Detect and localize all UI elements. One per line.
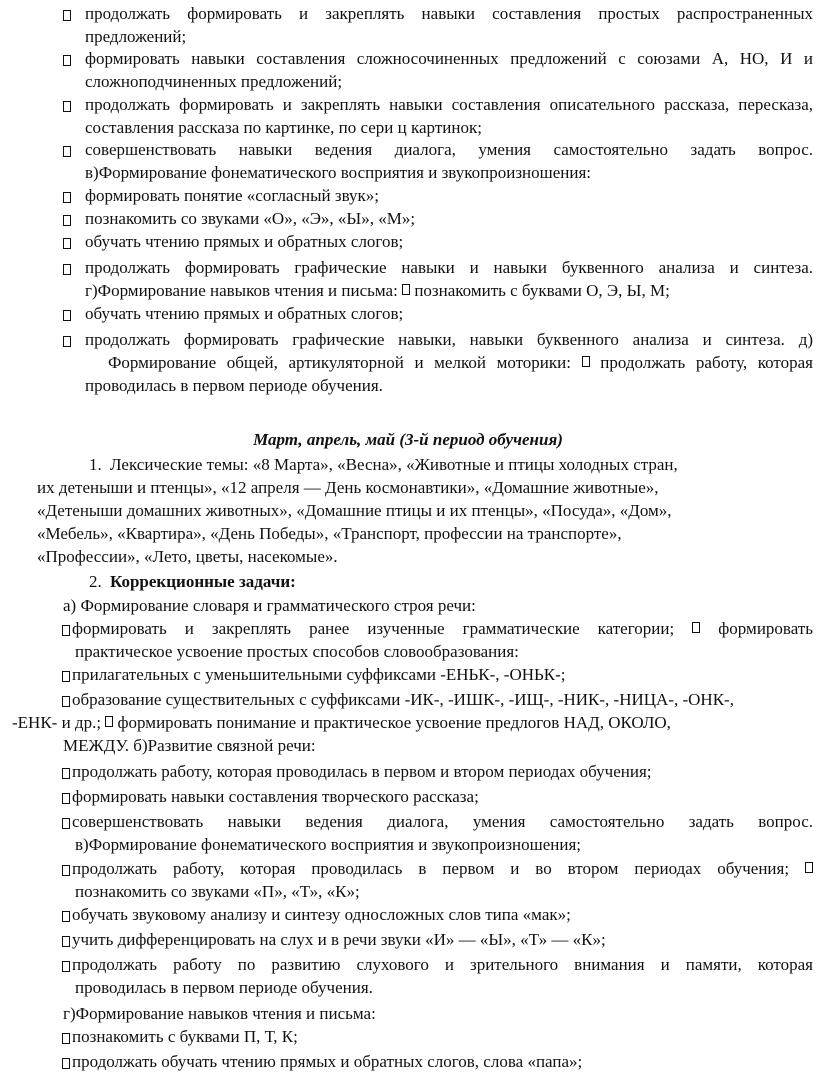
bullet-box-icon: [63, 238, 71, 249]
text-line: совершенствовать навыки ведения диалога, умения самостоятельно задать вопрос.: [85, 140, 813, 159]
text-line: «Профессии», «Лето, цветы, насекомые».: [37, 547, 338, 566]
text-line: в)Формирование фонематического восприятия и звукопроизношения;: [75, 835, 582, 854]
bullet-box-icon: [63, 310, 71, 321]
text-line: предложений;: [85, 27, 187, 46]
text-line: продолжать формировать графические навыки, навыки буквенного анализа и синтеза. д): [85, 330, 813, 349]
text-line: формировать навыки составления сложносочиненных предложений с союзами А, НО, И и: [85, 49, 813, 68]
bullet-box-icon: [63, 215, 71, 226]
text-segment: формировать и закреплять ранее изученные грамматические категории;: [72, 619, 675, 638]
text-segment: формировать понимание и практическое усвоение предлогов НАД, ОКОЛО,: [117, 713, 671, 732]
text-line: продолжать формировать графические навыки и навыки буквенного анализа и синтеза.: [85, 258, 813, 277]
text-segment: г)Формирование навыков чтения и письма:: [85, 281, 398, 300]
bullet-box-icon: [692, 622, 700, 633]
text-line: продолжать формировать и закреплять навыки составления простых распространенных: [85, 4, 813, 23]
text-line: Лексические темы: «8 Марта», «Весна», «Животные и птицы холодных стран,: [110, 455, 678, 474]
text-line: прилагательных с уменьшительными суффиксами -ЕНЬК-, -ОНЬК-;: [72, 665, 566, 684]
bullet-box-icon: [63, 10, 71, 21]
text-line: обучать чтению прямых и обратных слогов;: [85, 232, 404, 251]
bullet-box-icon: [62, 768, 70, 779]
text-line: сложноподчиненных предложений;: [85, 72, 343, 91]
text-line: проводилась в первом периоде обучения.: [75, 978, 373, 997]
bullet-box-icon: [63, 264, 71, 275]
text-segment: Формирование общей, артикуляторной и мелкой моторики:: [108, 353, 571, 372]
text-line: «Детеныши домашних животных», «Домашние птицы и их птенцы», «Посуда», «Дом»,: [37, 501, 672, 520]
text-line: продолжать обучать чтению прямых и обратных слогов, слова «папа»;: [72, 1052, 583, 1071]
subheading: г)Формирование навыков чтения и письма:: [63, 1004, 376, 1023]
bullet-box-icon: [805, 862, 813, 873]
text-line: [72, 617, 813, 640]
text-line: [12, 711, 671, 734]
list-number: 2.: [89, 572, 102, 591]
text-line: «Мебель», «Квартира», «День Победы», «Транспорт, профессии на транспорте»,: [37, 524, 622, 543]
text-line: продолжать формировать и закреплять навыки составления описательного рассказа, пересказа,: [85, 95, 813, 114]
text-line: формировать навыки составления творческого рассказа;: [72, 787, 479, 806]
bullet-box-icon: [63, 336, 71, 347]
text-line: обучать звуковому анализу и синтезу односложных слов типа «мак»;: [72, 905, 571, 924]
section-title: Март, апрель, май (3-й период обучения): [253, 430, 563, 449]
bullet-box-icon: [63, 101, 71, 112]
bullet-box-icon: [62, 911, 70, 922]
bullet-box-icon: [62, 625, 70, 636]
bullet-box-icon: [402, 284, 410, 295]
text-line: формировать понятие «согласный звук»;: [85, 186, 380, 205]
bullet-box-icon: [62, 696, 70, 707]
text-line: познакомить со звуками «П», «Т», «К»;: [75, 882, 360, 901]
text-line: практическое усвоение простых способов словообразования:: [75, 642, 519, 661]
text-line: проводилась в первом периоде обучения.: [85, 376, 383, 395]
bullet-box-icon: [63, 192, 71, 203]
bullet-box-icon: [105, 716, 113, 727]
text-line: познакомить с буквами П, Т, К;: [72, 1027, 298, 1046]
text-segment: познакомить с буквами О, Э, Ы, М;: [414, 281, 670, 300]
text-line: [108, 351, 813, 374]
bullet-box-icon: [63, 55, 71, 66]
text-line: учить дифференцировать на слух и в речи звуки «И» — «Ы», «Т» — «К»;: [72, 930, 606, 949]
bullet-box-icon: [582, 356, 590, 367]
text-line: их детеныши и птенцы», «12 апреля — День космонавтики», «Домашние животные»,: [37, 478, 659, 497]
bullet-box-icon: [62, 1058, 70, 1069]
bullet-box-icon: [62, 936, 70, 947]
bullet-box-icon: [62, 818, 70, 829]
bullet-box-icon: [62, 671, 70, 682]
section-heading: Коррекционные задачи:: [110, 572, 296, 591]
text-line: [72, 857, 813, 880]
text-line: образование существительных с суффиксами -ИК-, -ИШК-, -ИЩ-, -НИК-, -НИЦА-, -ОНК-,: [72, 690, 734, 709]
bullet-box-icon: [62, 793, 70, 804]
text-line: МЕЖДУ. б)Развитие связной речи:: [63, 736, 316, 755]
subheading: а) Формирование словаря и грамматического строя речи:: [63, 596, 476, 615]
text-line: [85, 279, 670, 302]
text-line: продолжать работу, которая проводилась в первом и втором периодах обучения;: [72, 762, 652, 781]
bullet-box-icon: [62, 1033, 70, 1044]
list-number: 1.: [89, 455, 102, 474]
text-line: обучать чтению прямых и обратных слогов;: [85, 304, 404, 323]
text-segment: продолжать работу, которая проводилась в первом и во втором периодах обучения;: [72, 859, 790, 878]
text-line: в)Формирование фонематического восприятия и звукопроизношения:: [85, 163, 592, 182]
text-line: составления рассказа по картинке, по сери ц картинок;: [85, 118, 482, 137]
text-segment: формировать: [718, 619, 814, 638]
text-segment: продолжать работу, которая: [600, 353, 813, 372]
bullet-box-icon: [63, 146, 71, 157]
text-line: продолжать работу по развитию слухового и зрительного внимания и памяти, которая: [72, 955, 813, 974]
text-segment: -ЕНК- и др.;: [12, 713, 102, 732]
text-line: совершенствовать навыки ведения диалога, умения самостоятельно задать вопрос.: [72, 812, 813, 831]
text-line: познакомить со звуками «О», «Э», «Ы», «М»;: [85, 209, 416, 228]
bullet-box-icon: [62, 865, 70, 876]
bullet-box-icon: [62, 961, 70, 972]
